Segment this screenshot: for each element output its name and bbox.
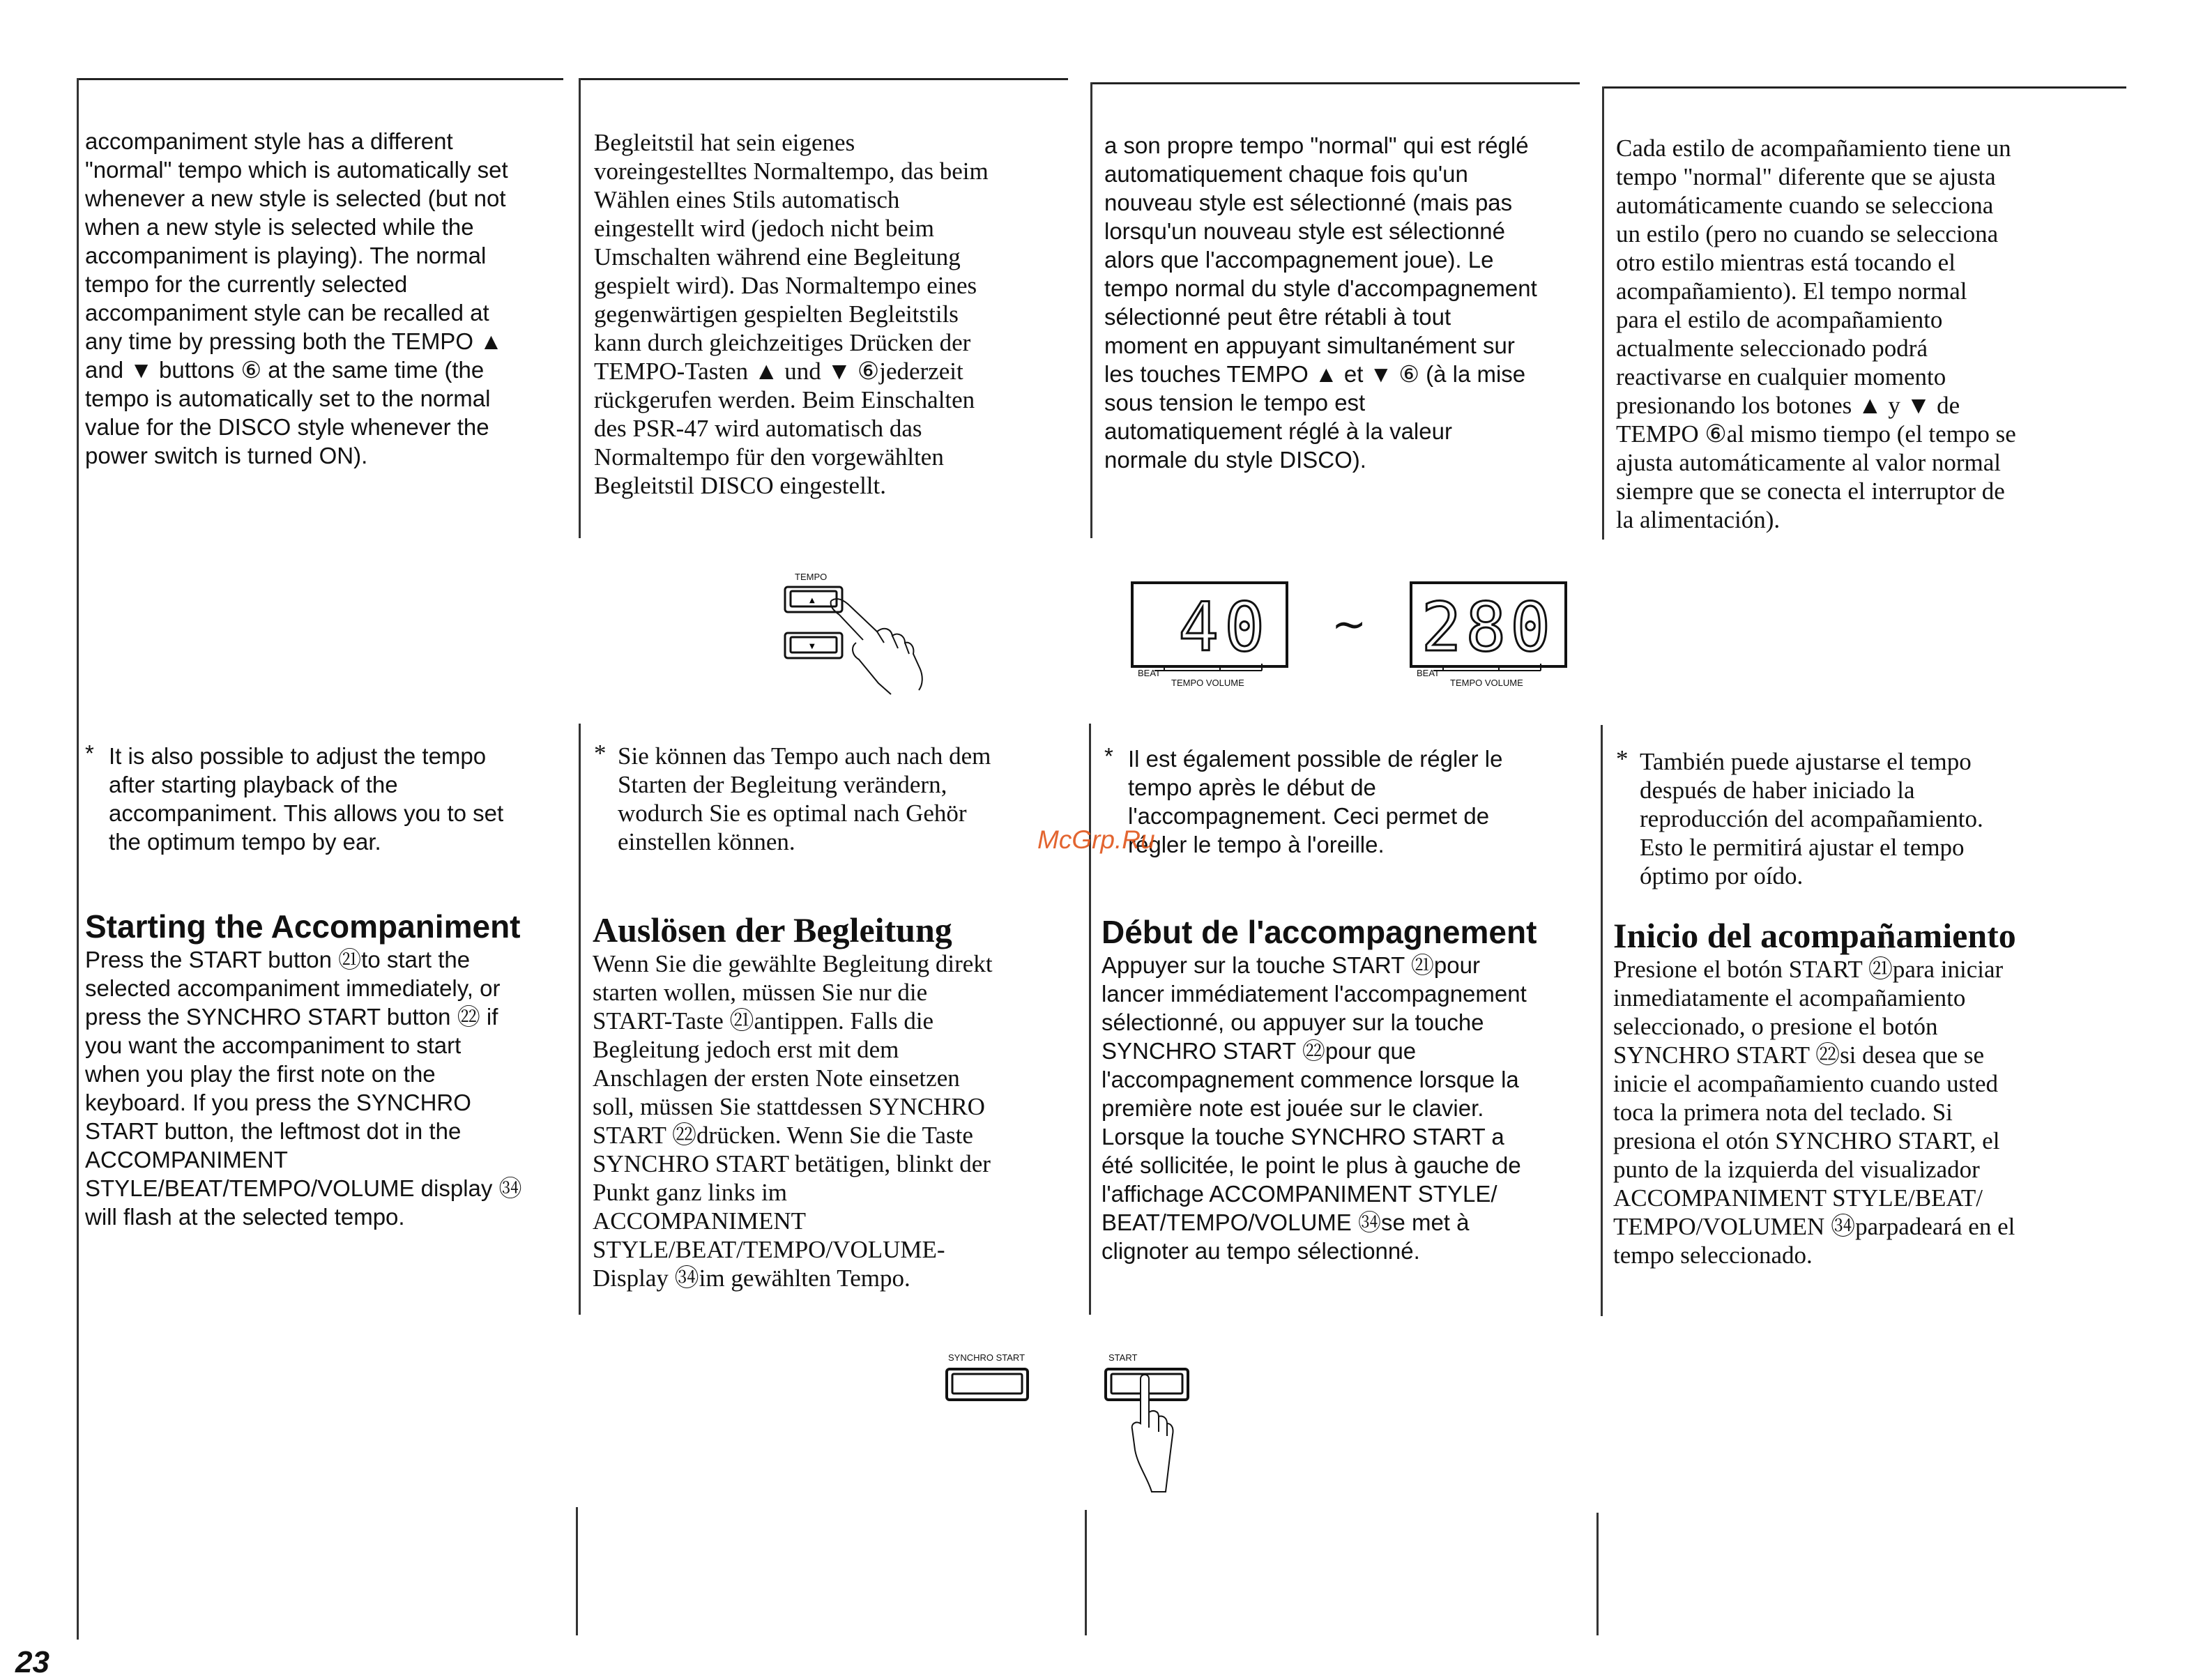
section-fr — [1102, 913, 1569, 1265]
column-divider-3b — [1601, 725, 1603, 1316]
watermark-text: McGrp.Ru — [1037, 825, 1155, 854]
note-en-wrap — [85, 742, 552, 856]
tempo-range-figure — [1122, 577, 1583, 696]
column-divider-2b — [1089, 724, 1091, 1315]
bullet-asterisk: * — [1616, 745, 1629, 772]
column-divider-1c — [576, 1507, 578, 1635]
note-de — [594, 742, 1061, 856]
display-min-value: 40 — [1178, 588, 1270, 666]
display-max — [1411, 583, 1566, 688]
intro-paragraph-de: Begleitstil hat sein eigenes voreingestelltes Normaltempo, das beim Wählen eines Stils automatisch eingestellt wird (jedoch nicht beim Umschalten während eine Begleitung gespielt wird). Das Normaltempo eines gegenwärtigen gespielten Begleitstils kann durch gleichzeitiges Drücken der TEMPO-Tasten ▲ und ▼ ⑥jederzeit rückgerufen werden. Beim Einschalten des PSR-47 wird automatisch das Normaltempo für den vorgewählten Begleitstil DISCO eingestellt. — [594, 129, 989, 499]
section-de — [593, 910, 1060, 1292]
synchro-start-label: SYNCHRO START — [948, 1352, 1026, 1363]
body-es: Presione el botón START ㉑para iniciar inmediatamente el acompañamiento seleccionado, o presione el botón SYNCHRO START ㉒si desea que se inicie el acompañamiento cuando usted toca la primera nota del teclado. Si presiona el otón SYNCHRO START, el punto de la izquierda del visualizador ACCOMPANIMENT STYLE/BEAT/ TEMPO/VOLUMEN ㉞parpadeará en el tempo seleccionado. — [1613, 956, 2015, 1269]
column-top-rule-3 — [1092, 82, 1580, 84]
note-es-wrap — [1616, 747, 2083, 890]
column-top-rule-2 — [580, 78, 1068, 80]
body-en: Press the START button ㉑to start the selected accompaniment immediately, or press the SYNCHRO START button ㉒ if you want the accompaniment to start when you play the first note on the keyboard. If you press the SYNCHRO START button, the leftmost dot in the ACCOMPANIMENT STYLE/BEAT/TEMPO/VOLUME display ㉞ will flash at the selected tempo. — [85, 947, 522, 1230]
start-label: START — [1108, 1352, 1138, 1363]
bullet-asterisk: * — [1104, 743, 1113, 769]
pointing-hand-icon — [831, 599, 922, 694]
heading-fr: Début de l'accompagnement — [1102, 914, 1537, 950]
section-en — [85, 908, 552, 1231]
column-divider-3c — [1596, 1513, 1599, 1635]
note-es — [1616, 747, 2083, 890]
column-top-rule-1 — [77, 78, 563, 80]
column-english — [85, 127, 552, 470]
range-separator: ~ — [1332, 600, 1367, 649]
display-max-sub-label: TEMPO VOLUME — [1450, 678, 1523, 688]
display-min — [1132, 583, 1287, 688]
column-divider-2c — [1085, 1510, 1087, 1635]
column-divider-3a — [1602, 86, 1604, 540]
heading-en: Starting the Accompaniment — [85, 908, 521, 945]
bullet-asterisk: * — [85, 740, 94, 766]
note-en — [85, 742, 552, 856]
note-de-text: Sie können das Tempo auch nach dem Starten der Begleitung verändern, wodurch Sie es optimal nach Gehör einstellen können. — [618, 742, 991, 855]
start-buttons-figure — [934, 1345, 1227, 1499]
note-fr-wrap — [1104, 744, 1571, 859]
note-es-text: También puede ajustarse el tempo después de haber iniciado la reproducción del acompañamiento. Esto le permitirá ajustar el tempo óptimo por oído. — [1640, 748, 1983, 889]
column-divider-1b — [579, 724, 581, 1315]
column-spanish — [1616, 134, 2083, 534]
tempo-label: TEMPO — [795, 572, 828, 582]
display-max-beat-label: BEAT — [1417, 668, 1440, 678]
note-fr — [1104, 744, 1571, 859]
column-left-rule-1 — [77, 78, 79, 1640]
body-fr: Appuyer sur la touche START ㉑pour lancer immédiatement l'accompagnement sélectionné, ou appuyer sur la touche SYNCHRO START ㉒pour que l'accompagnement commence lorsque la première note est jouée sur le clavier. Lorsque la touche SYNCHRO START a été sollicitée, le point le plus à gauche de l'affichage ACCOMPANIMENT STYLE/ BEAT/TEMPO/VOLUME ㉞se met à clignoter au tempo sélectionné. — [1102, 952, 1527, 1264]
column-divider-1a — [579, 78, 581, 538]
display-min-beat-label: BEAT — [1138, 668, 1161, 678]
column-top-rule-4 — [1602, 86, 2126, 89]
tempo-down-symbol: ▼ — [809, 643, 815, 650]
intro-paragraph-en: accompaniment style has a different "normal" tempo which is automatically set whenever a new style is selected (but not when a new style is selected while the accompaniment is playing). The normal tempo for the currently selected accompaniment style can be recalled at any time by pressing both the TEMPO ▲ and ▼ buttons ⑥ at the same time (the tempo is automatically set to the normal value for the DISCO style whenever the power switch is turned ON). — [85, 128, 508, 468]
body-de: Wenn Sie die gewählte Begleitung direkt starten wollen, müssen Sie nur die START-Taste ㉑antippen. Falls die Begleitung jedoch erst mit dem Anschlagen der ersten Note einsetzen soll, müssen Sie stattdessen SYNCHRO START ㉒drücken. Wenn Sie die Taste SYNCHRO START betätigen, blinkt der Punkt ganz links im ACCOMPANIMENT STYLE/BEAT/TEMPO/VOLUME- Display ㉞im gewählten Tempo. — [593, 950, 993, 1292]
page-number: 23 — [15, 1645, 49, 1679]
intro-paragraph-fr: a son propre tempo "normal" qui est réglé automatiquement chaque fois qu'un nouveau style est sélectionné (mais pas lorsqu'un nouveau style est sélectionné alors que l'accompagnement joue). Le tempo normal du style d'accompagnement sélectionné peut être rétabli à tout moment en appuyant simultanément sur les touches TEMPO ▲ et ▼ ⑥ (à la mise sous tension le tempo est automatiquement réglé à la valeur normale du style DISCO). — [1104, 132, 1537, 473]
display-max-value: 280 — [1421, 588, 1555, 666]
tempo-buttons-figure — [774, 565, 948, 697]
intro-paragraph-es: Cada estilo de acompañamiento tiene un tempo "normal" diferente que se ajusta automáticamente cuando se selecciona un estilo (pero no cuando se selecciona otro estilo mientras está tocando el acompañamiento). El tempo normal para el estilo de acompañamiento actualmente seleccionado podrá reactivarse en cualquier momento presionando los botones ▲ y ▼ de TEMPO ⑥al mismo tiempo (el tempo se ajusta automáticamente al valor normal siempre que se conecta el interruptor de la alimentación). — [1616, 135, 2016, 533]
column-french — [1104, 131, 1571, 474]
bullet-asterisk: * — [594, 740, 607, 767]
column-divider-2a — [1090, 82, 1092, 538]
display-min-sub-label: TEMPO VOLUME — [1171, 678, 1244, 688]
heading-de: Auslösen der Begleitung — [593, 910, 952, 949]
note-fr-text: Il est également possible de régler le tempo après le début de l'accompagnement. Ceci permet de régler le tempo à l'oreille. — [1128, 746, 1503, 857]
tempo-up-symbol: ▲ — [809, 597, 815, 604]
pointing-finger-icon — [1132, 1375, 1173, 1492]
column-german — [594, 128, 1061, 500]
note-en-text: It is also possible to adjust the tempo after starting playback of the accompaniment. This allows you to set the optimum tempo by ear. — [109, 743, 504, 855]
note-de-wrap — [594, 742, 1061, 856]
tempo-down-button — [785, 633, 842, 658]
heading-es: Inicio del acompañamiento — [1613, 916, 2016, 955]
synchro-start-button — [947, 1369, 1028, 1400]
section-es — [1613, 916, 2080, 1269]
